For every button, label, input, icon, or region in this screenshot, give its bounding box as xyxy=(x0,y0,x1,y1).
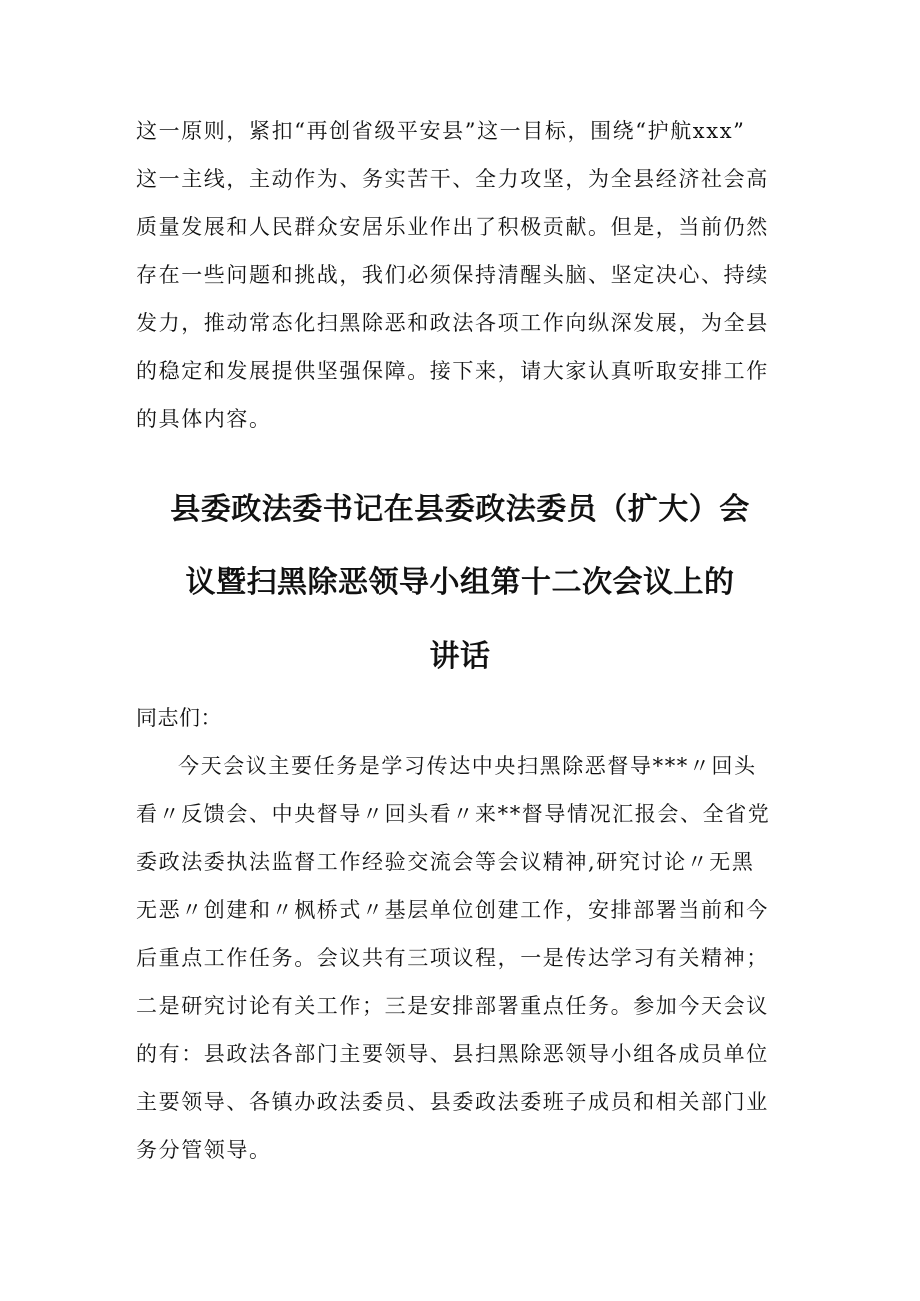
paragraph-line: 这一原则，紧扣“再创省级平安县”这一目标，围绕“护航xxx” xyxy=(136,119,746,143)
paragraph-line: 的具体内容。 xyxy=(136,407,272,431)
paragraph-line: 后重点工作任务。会议共有三项议程，一是传达学习有关精神； xyxy=(136,946,769,970)
paragraph-line: 今天会议主要任务是学习传达中央扫黑除恶督导***〃回头 xyxy=(178,754,757,778)
paragraph-line: 的稳定和发展提供坚强保障。接下来，请大家认真听取安排工作 xyxy=(136,359,769,383)
paragraph-line: 二是研究讨论有关工作；三是安排部署重点任务。参加今天会议 xyxy=(136,994,769,1018)
paragraph-line: 这一主线，主动作为、务实苦干、全力攻坚，为全县经济社会高 xyxy=(136,167,769,191)
paragraph-line: 务分管领导。 xyxy=(136,1138,272,1162)
document-title-line: 县委政法委书记在县委政法委员（扩大）会 xyxy=(170,492,750,527)
paragraph-line: 质量发展和人民群众安居乐业作出了积极贡献。但是，当前仍然 xyxy=(136,215,769,239)
document-title-line: 讲话 xyxy=(429,639,491,674)
paragraph-line: 看〃反馈会、中央督导〃回头看〃来**督导情况汇报会、全省党 xyxy=(136,802,771,826)
document-title-line: 议暨扫黑除恶领导小组第十二次会议上的 xyxy=(185,565,735,600)
paragraph-line: 存在一些问题和挑战，我们必须保持清醒头脑、坚定决心、持续 xyxy=(136,263,769,287)
paragraph-line: 的有：县政法各部门主要领导、县扫黑除恶领导小组各成员单位 xyxy=(136,1042,769,1066)
paragraph-line: 主要领导、各镇办政法委员、县委政法委班子成员和相关部门业 xyxy=(136,1090,769,1114)
paragraph-line: 委政法委执法监督工作经验交流会等会议精神,研究讨论〃无黑 xyxy=(136,850,755,874)
paragraph-line: 发力，推动常态化扫黑除恶和政法各项工作向纵深发展，为全县 xyxy=(136,311,769,335)
salutation: 同志们： xyxy=(136,706,222,730)
paragraph-line: 无恶〃创建和〃枫桥式〃基层单位创建工作，安排部署当前和今 xyxy=(136,898,769,922)
